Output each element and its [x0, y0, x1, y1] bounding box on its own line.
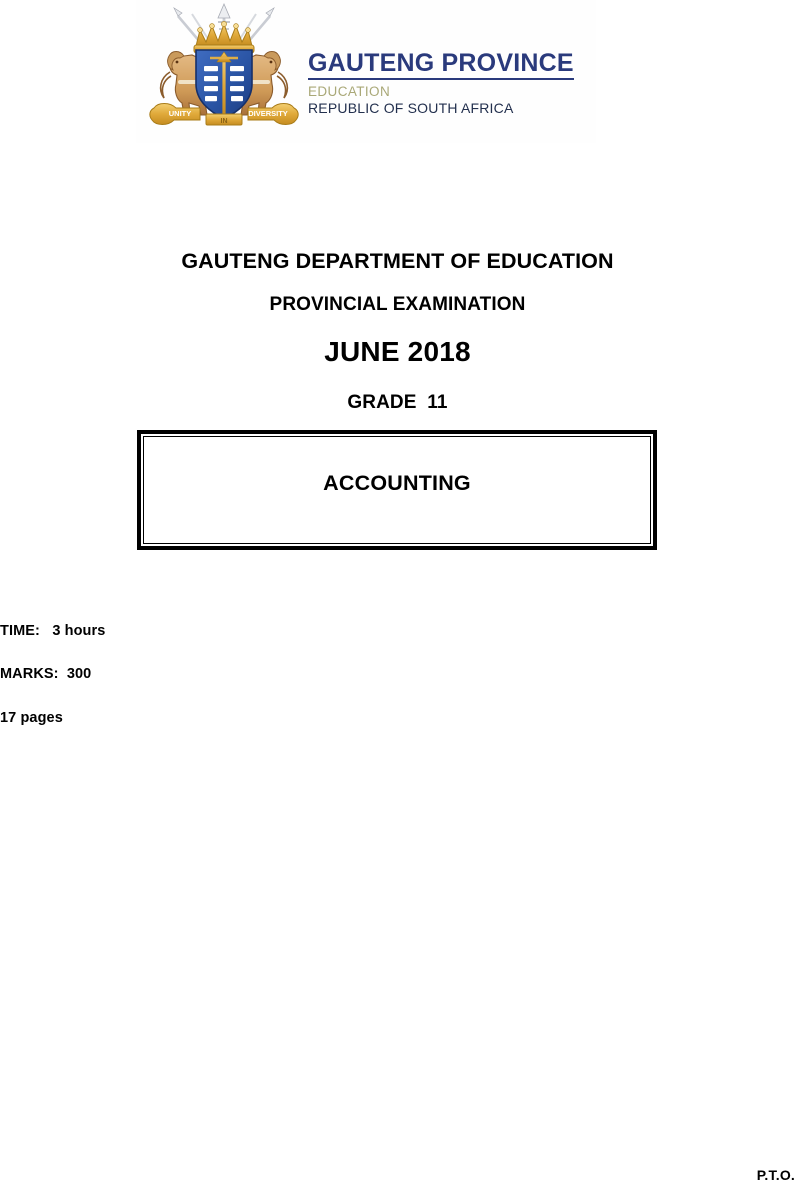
exam-page-count: 17 pages — [0, 710, 63, 726]
logo-wordmark — [308, 50, 593, 116]
svg-text:IN: IN — [220, 118, 228, 125]
exam-time: TIME: 3 hours — [0, 623, 106, 639]
svg-text:UNITY: UNITY — [168, 109, 192, 118]
subject-box — [137, 430, 657, 550]
examination-heading: PROVINCIAL EXAMINATION — [269, 294, 526, 315]
exam-marks: MARKS: 300 — [0, 666, 92, 682]
logo-wordmark-education: EDUCATION — [308, 84, 391, 100]
logo-band — [136, 0, 596, 143]
exam-session-heading: JUNE 2018 — [324, 336, 471, 367]
subject-title: ACCOUNTING — [323, 471, 471, 495]
logo-wordmark-republic: REPUBLIC OF SOUTH AFRICA — [308, 99, 514, 116]
department-heading: GAUTENG DEPARTMENT OF EDUCATION — [181, 249, 614, 273]
svg-text:DIVERSITY: DIVERSITY — [248, 109, 288, 118]
logo-wordmark-title: GAUTENG PROVINCE — [308, 50, 574, 80]
grade-heading: GRADE 11 — [347, 392, 448, 413]
pto-footer: P.T.O. — [756, 1167, 795, 1183]
subject-box-inner-border — [143, 436, 651, 544]
gauteng-coat-of-arms-icon — [144, 2, 304, 138]
